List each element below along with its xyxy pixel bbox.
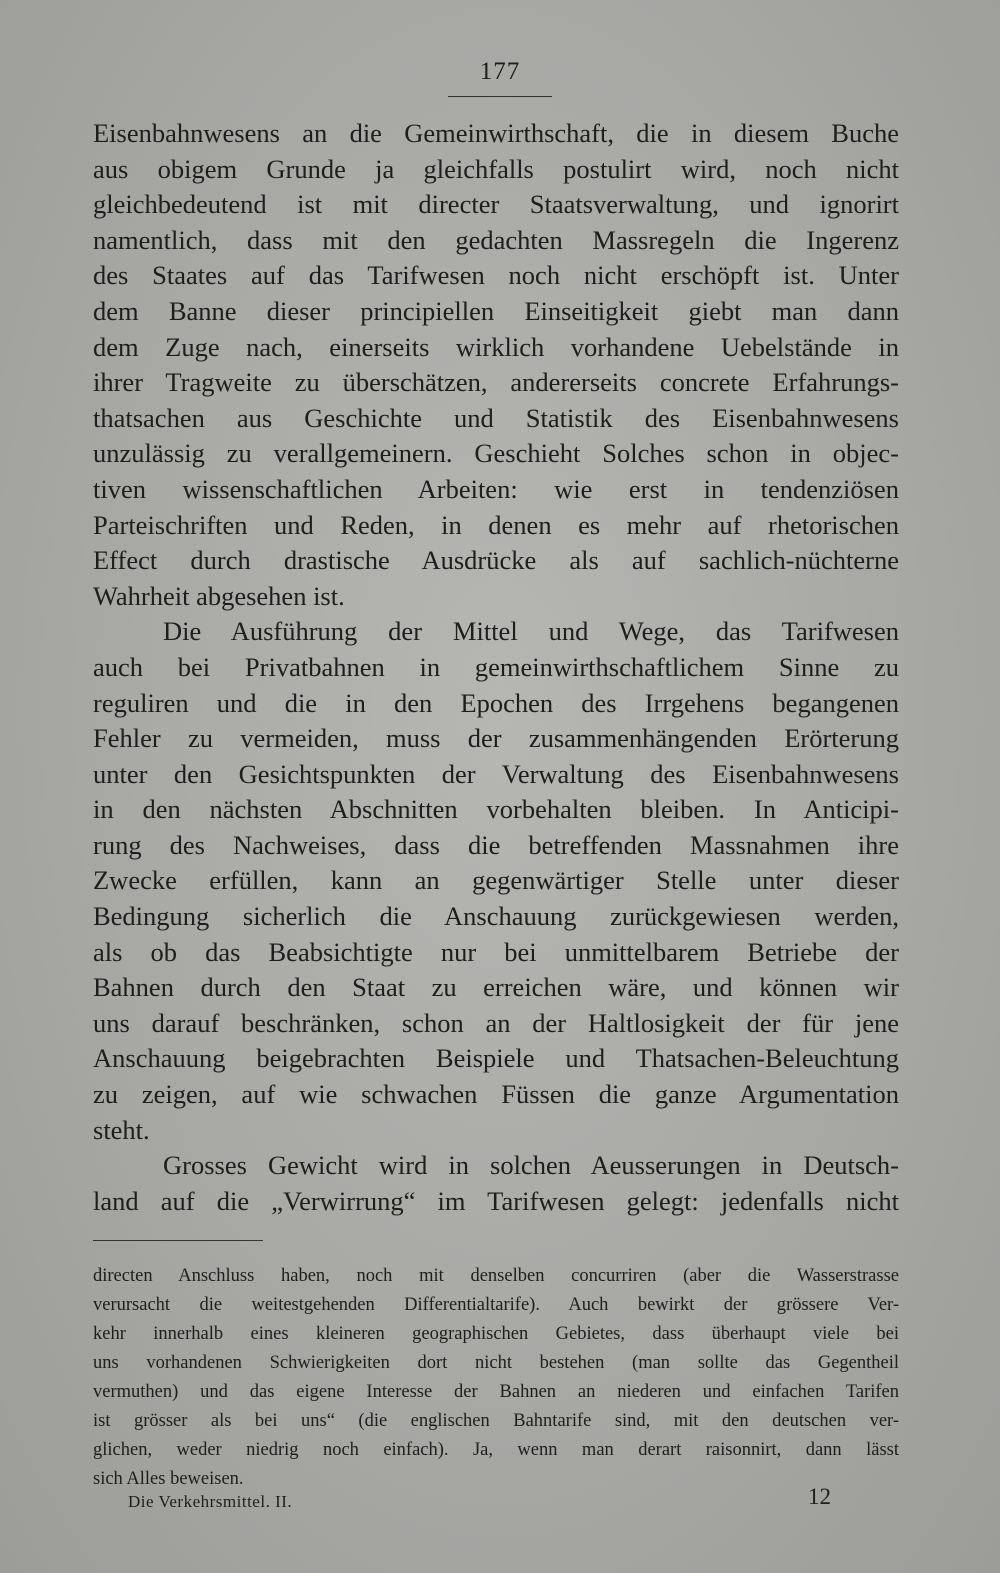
- text-line: dem Banne dieser principiellen Einseitigkeit giebt man dann: [93, 295, 899, 326]
- text-line: Grosses Gewicht wird in solchen Aeusserungen in Deutsch-: [163, 1150, 899, 1181]
- text-line: zu zeigen, auf wie schwachen Füssen die ganze Argumentation: [93, 1079, 899, 1110]
- text-line: aus obigem Grunde ja gleichfalls postulirt wird, noch nicht: [93, 153, 899, 184]
- text-line: Anschauung beigebrachten Beispiele und Thatsachen-Beleuchtung: [93, 1043, 899, 1074]
- text-line: Bedingung sicherlich die Anschauung zurückgewiesen werden,: [93, 901, 899, 932]
- text-line: Parteischriften und Reden, in denen es mehr auf rhetorischen: [93, 509, 899, 540]
- footer-title: Die Verkehrsmittel. II.: [128, 1492, 293, 1511]
- text-line: unzulässig zu verallgemeinern. Geschieht Solches schon in objec-: [93, 438, 899, 469]
- text-line: thatsachen aus Geschichte und Statistik des Eisenbahnwesens: [93, 402, 899, 433]
- text-line: gleichbedeutend ist mit directer Staatsverwaltung, und ignorirt: [93, 189, 899, 220]
- text-line: auch bei Privatbahnen in gemeinwirthschaftlichem Sinne zu: [93, 651, 899, 682]
- main-text: [93, 116, 899, 1219]
- text-line: unter den Gesichtspunkten der Verwaltung des Eisenbahnwesens: [93, 758, 899, 789]
- footnote-line: kehr innerhalb eines kleineren geographischen Gebietes, dass überhaupt viele bei: [93, 1324, 899, 1344]
- text-line: Wahrheit abgesehen ist.: [93, 580, 345, 611]
- text-line: reguliren und die in den Epochen des Irrgehens begangenen: [93, 687, 899, 718]
- text-line: Die Ausführung der Mittel und Wege, das Tarifwesen: [163, 616, 899, 647]
- footnote-line: glichen, weder niedrig noch einfach). Ja, wenn man derart raisonnirt, dann lässt: [93, 1440, 899, 1460]
- text-line: Fehler zu vermeiden, muss der zusammenhängenden Erörterung: [93, 723, 899, 754]
- text-line: in den nächsten Abschnitten vorbehalten bleiben. In Anticipi-: [93, 794, 899, 825]
- header-rule: [448, 96, 552, 97]
- footnote-line: vermuthen) und das eigene Interesse der Bahnen an niederen und einfachen Tarifen: [93, 1382, 899, 1402]
- footnote-rule: [93, 1240, 263, 1241]
- page-number: 177: [479, 58, 521, 85]
- text-line: Eisenbahnwesens an die Gemeinwirthschaft, die in diesem Buche: [93, 118, 899, 148]
- text-line: land auf die „Verwirrung“ im Tarifwesen gelegt: jedenfalls nicht: [93, 1185, 899, 1216]
- footnote-line: sich Alles beweisen.: [93, 1469, 244, 1489]
- text-line: Bahnen durch den Staat zu erreichen wäre, und können wir: [93, 972, 899, 1003]
- text-line: des Staates auf das Tarifwesen noch nicht erschöpft ist. Unter: [93, 260, 899, 291]
- text-line: Zwecke erfüllen, kann an gegenwärtiger Stelle unter dieser: [93, 865, 899, 896]
- text-line: uns darauf beschränken, schon an der Haltlosigkeit der für jene: [93, 1007, 899, 1038]
- text-line: als ob das Beabsichtigte nur bei unmittelbarem Betriebe der: [93, 936, 899, 967]
- text-line: tiven wissenschaftlichen Arbeiten: wie erst in tendenziösen: [93, 473, 899, 504]
- footnote-line: verursacht die weitestgehenden Differentialtarife). Auch bewirkt der grössere Ver-: [93, 1295, 899, 1315]
- page-footer: [128, 1484, 831, 1512]
- footnote-text: [93, 1262, 899, 1494]
- text-line: Effect durch drastische Ausdrücke als auf sachlich-nüchterne: [93, 545, 899, 576]
- footnote-line: directen Anschluss haben, noch mit denselben concurriren (aber die Wasserstrasse: [93, 1266, 899, 1286]
- text-line: rung des Nachweises, dass die betreffenden Massnahmen ihre: [93, 829, 899, 860]
- text-line: namentlich, dass mit den gedachten Massregeln die Ingerenz: [93, 224, 899, 255]
- footnote-line: uns vorhandenen Schwierigkeiten dort nicht bestehen (man sollte das Gegentheil: [93, 1353, 899, 1373]
- text-line: steht.: [93, 1114, 150, 1145]
- text-line: dem Zuge nach, einerseits wirklich vorhandene Uebelstände in: [93, 331, 899, 362]
- footnote-line: ist grösser als bei uns“ (die englischen Bahntarife sind, mit den deutschen ver-: [93, 1411, 899, 1431]
- sheet-number: 12: [808, 1484, 831, 1509]
- text-line: ihrer Tragweite zu überschätzen, andererseits concrete Erfahrungs-: [93, 367, 899, 398]
